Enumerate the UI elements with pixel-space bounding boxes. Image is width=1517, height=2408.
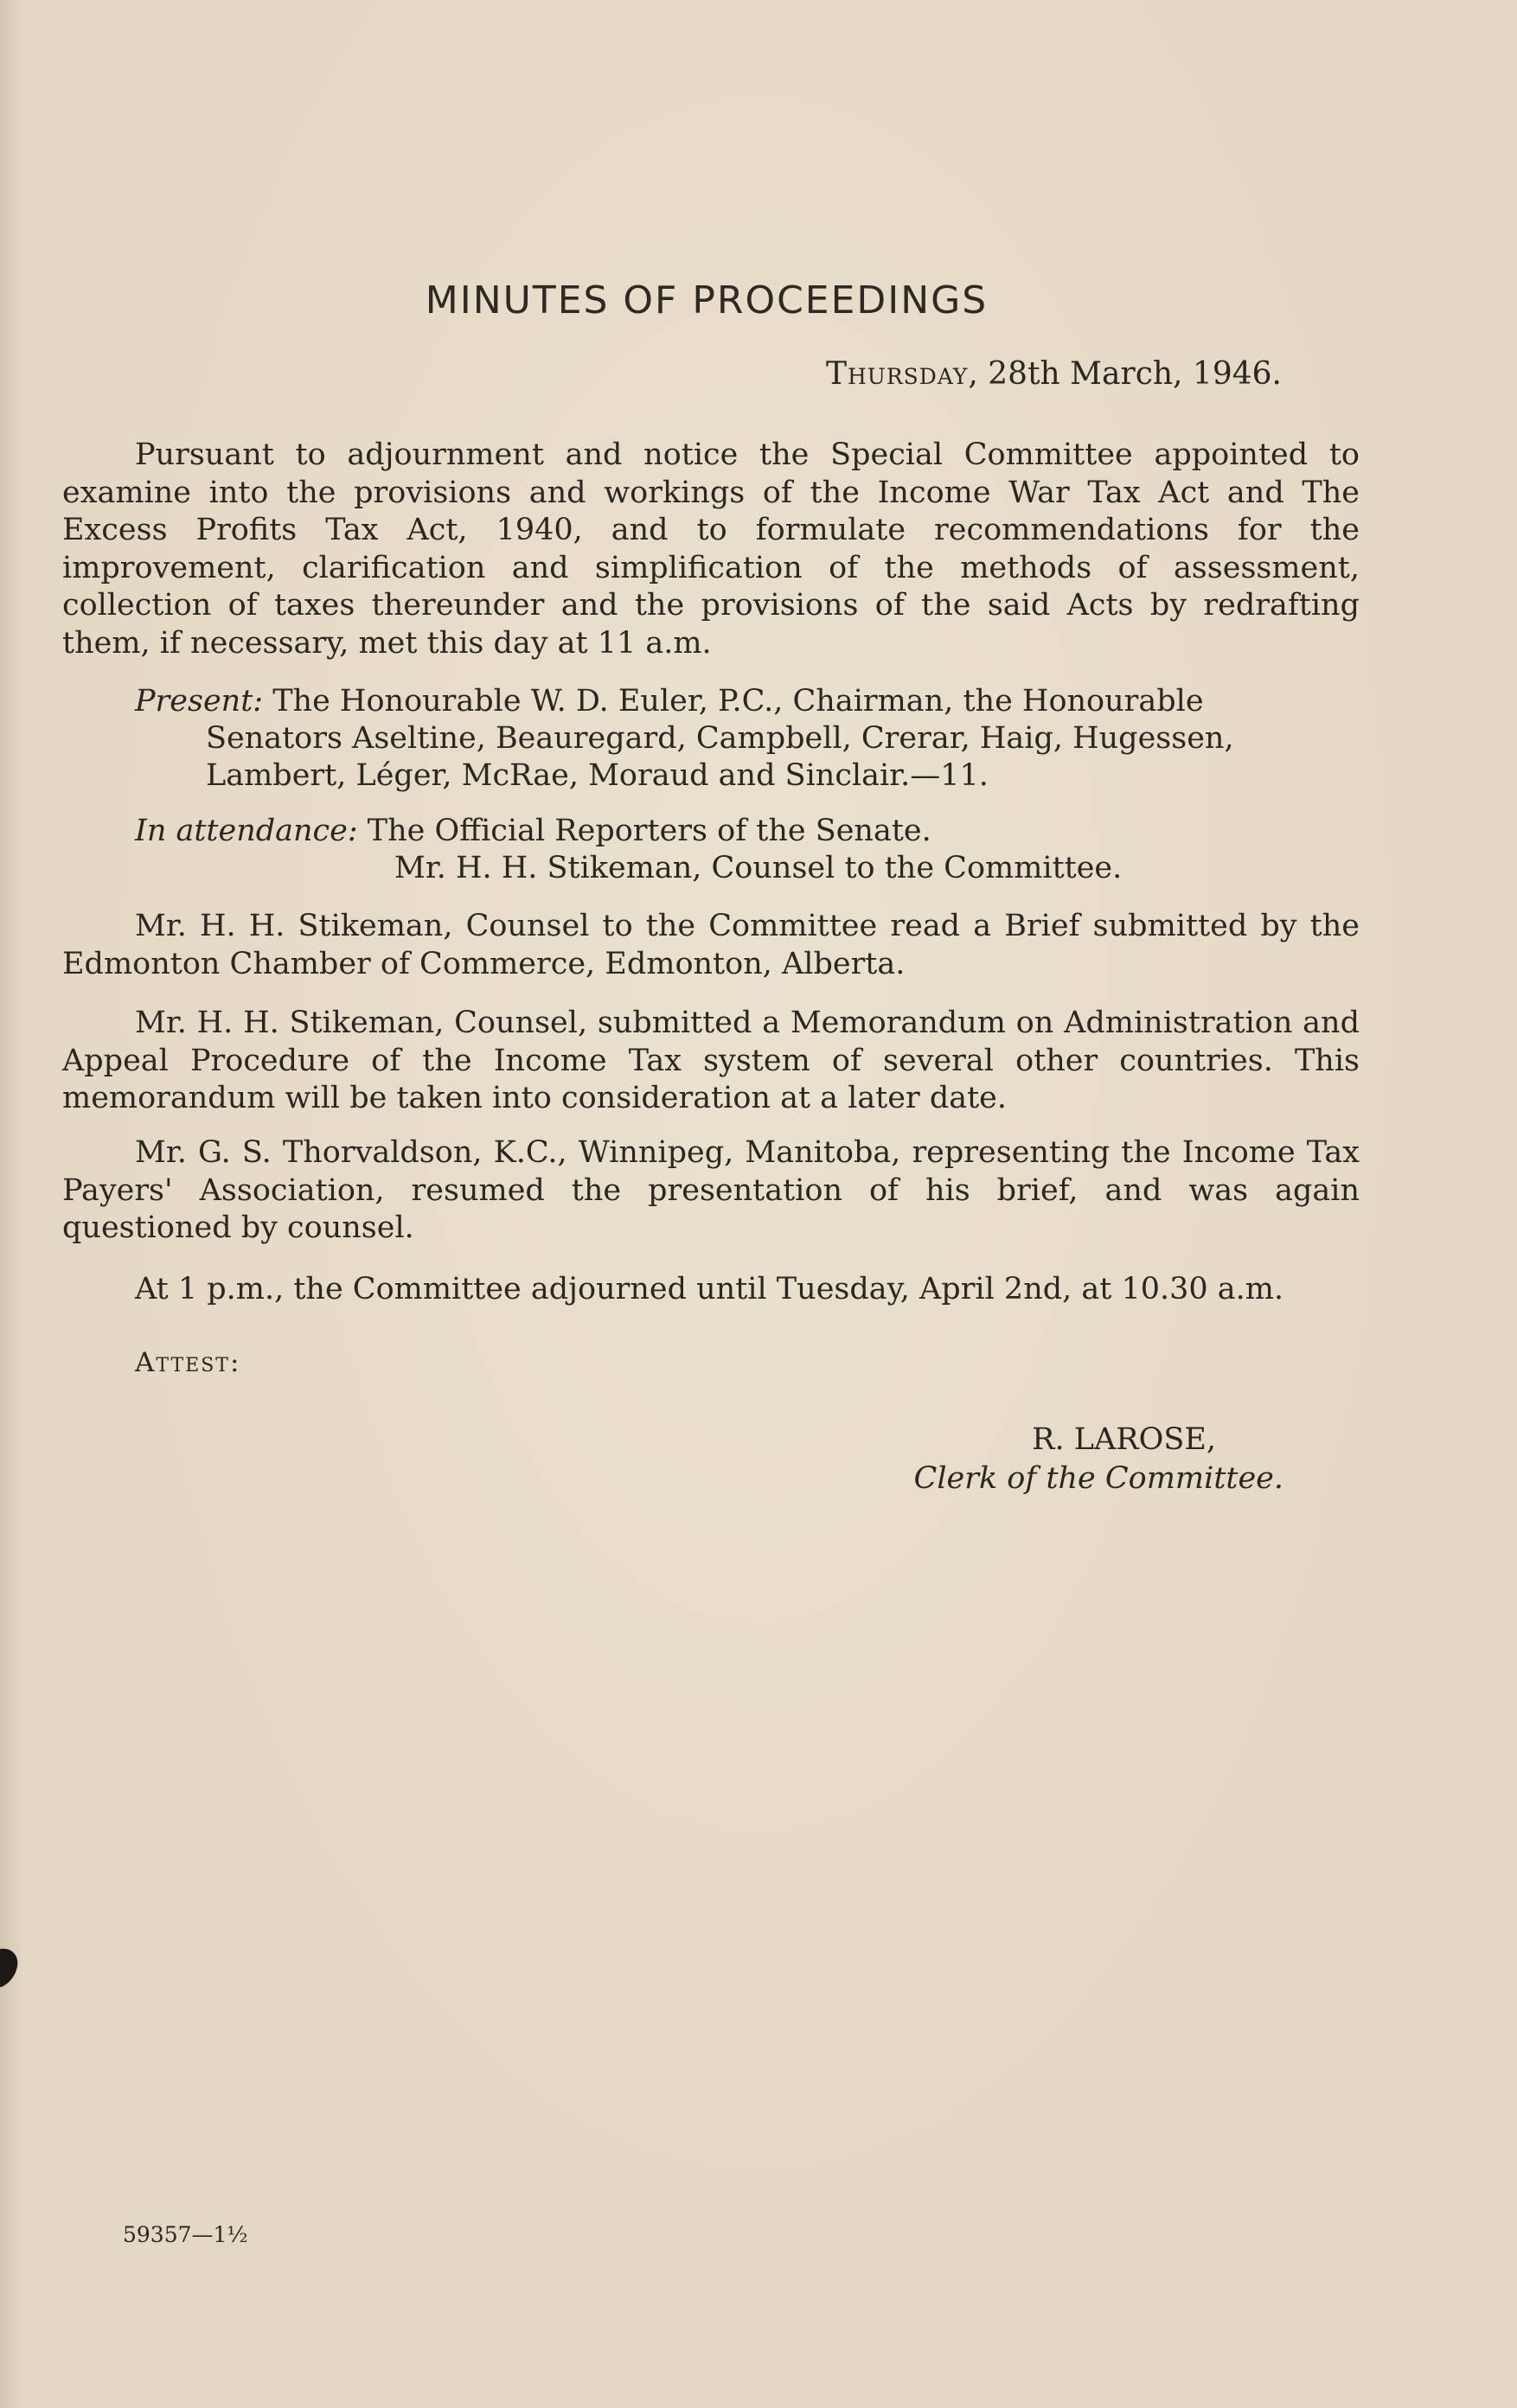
present-label: Present: — [135, 684, 264, 719]
present-line-3: Lambert, Léger, McRae, Moraud and Sinclair.—11. — [206, 758, 989, 793]
signature-name: R. LAROSE, — [1032, 1422, 1216, 1457]
brief-paragraph: Mr. H. H. Stikeman, Counsel to the Committee read a Brief submitted by the Edmonton Chamber of Commerce, Edmonton, Alberta. — [62, 909, 1360, 981]
attendance-block — [135, 813, 1360, 887]
attest-label: Attest: — [135, 1347, 241, 1378]
footer-code: 59357—1½ — [123, 2222, 248, 2247]
present-block — [135, 683, 1360, 795]
present-line-2: Senators Aseltine, Beauregard, Campbell, Crerar, Haig, Hugessen, — [206, 721, 1234, 756]
dateline — [826, 356, 1282, 392]
dateline-date: , 28th March, 1946. — [968, 356, 1282, 392]
attendance-line-2: Mr. H. H. Stikeman, Counsel to the Committee. — [394, 851, 1123, 885]
dateline-weekday: Thursday — [825, 356, 969, 392]
page-title: MINUTES OF PROCEEDINGS — [425, 278, 989, 323]
thorvaldson-paragraph: Mr. G. S. Thorvaldson, K.C., Winnipeg, Manitoba, representing the Income Tax Payers' Association, resumed the presentation of his brief, and was again questioned by counsel. — [62, 1135, 1360, 1245]
signature-role: Clerk of the Committee. — [913, 1461, 1283, 1496]
adjournment-paragraph: At 1 p.m., the Committee adjourned until Tuesday, April 2nd, at 10.30 a.m. — [135, 1272, 1284, 1306]
memorandum-paragraph: Mr. H. H. Stikeman, Counsel, submitted a Memorandum on Administration and Appeal Procedure of the Income Tax system of several other countries. This memorandum will be taken into consideration at a later date. — [62, 1006, 1360, 1115]
attendance-label: In attendance: — [135, 814, 358, 848]
present-line-1: The Honourable W. D. Euler, P.C., Chairman, the Honourable — [263, 684, 1204, 719]
attendance-line-1: The Official Reporters of the Senate. — [357, 814, 931, 848]
binding-hole-mark — [0, 1944, 21, 1989]
opening-paragraph: Pursuant to adjournment and notice the Special Committee appointed to examine into the provisions and workings of the Income War Tax Act and The Excess Profits Tax Act, 1940, and to formulate recommendations for the improvement, clarification and simplification of the methods of assessment, collection of taxes thereunder and the provisions of the said Acts by redrafting them, if necessary, met this day at 11 a.m. — [62, 438, 1360, 661]
